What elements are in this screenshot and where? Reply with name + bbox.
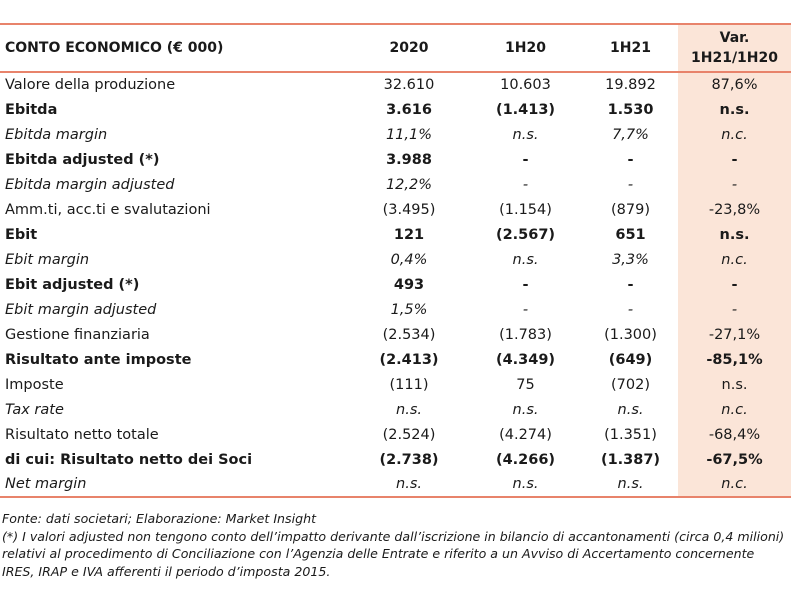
table-row	[0, 422, 791, 447]
cell-var: 87,6%	[678, 72, 791, 97]
header-2020: 2020	[350, 24, 468, 72]
cell-1h20: 75	[516, 376, 535, 393]
row-label: Risultato netto totale	[5, 426, 159, 443]
cell-2020: 11,1%	[385, 126, 433, 143]
income-statement-table	[0, 23, 791, 498]
cell-2020: 3.988	[386, 151, 432, 168]
cell-1h20: (2.567)	[495, 226, 556, 243]
header-1h21: 1H21	[583, 24, 678, 72]
cell-2020: 1,5%	[390, 301, 428, 318]
row-label: Ebitda adjusted (*)	[5, 151, 160, 168]
row-label: di cui: Risultato netto dei Soci	[5, 451, 253, 468]
cell-var: -	[678, 272, 791, 297]
row-label: Ebitda margin	[5, 126, 108, 143]
cell-var: -	[678, 172, 791, 197]
header-1h20: 1H20	[468, 24, 583, 72]
cell-2020: (2.534)	[382, 326, 436, 343]
cell-1h21: n.s.	[617, 401, 644, 418]
cell-1h20: (4.349)	[495, 351, 556, 368]
cell-1h20: -	[522, 301, 529, 318]
cell-2020: (111)	[389, 376, 429, 393]
cell-var: n.c.	[678, 122, 791, 147]
row-label: Ebit	[5, 226, 38, 243]
cell-var: -27,1%	[678, 322, 791, 347]
table-row	[0, 197, 791, 222]
table-row	[0, 272, 791, 297]
table-row	[0, 172, 791, 197]
cell-1h21: 1.530	[607, 101, 654, 118]
header-label: CONTO ECONOMICO (€ 000)	[0, 24, 350, 72]
cell-1h20: -	[522, 276, 529, 293]
cell-2020: 0,4%	[390, 251, 428, 268]
row-label: Gestione finanziaria	[5, 326, 150, 343]
cell-1h20: 10.603	[500, 77, 551, 93]
cell-1h21: -	[627, 176, 634, 193]
cell-1h20: (4.266)	[495, 451, 556, 468]
cell-1h20: (1.154)	[499, 201, 552, 218]
table-row	[0, 122, 791, 147]
cell-1h21: -	[627, 151, 634, 168]
cell-var: -85,1%	[678, 347, 791, 372]
cell-1h20: n.s.	[512, 401, 539, 418]
table-row	[0, 472, 791, 497]
source-note: Fonte: dati societari; Elaborazione: Market Insight	[2, 511, 317, 526]
cell-1h21: 651	[615, 226, 646, 243]
header-var-line2: 1H21/1H20	[691, 50, 778, 66]
table-header-row	[0, 24, 791, 72]
cell-1h20: n.s.	[468, 472, 583, 497]
cell-2020: (3.495)	[382, 201, 436, 218]
cell-1h21: (1.387)	[600, 451, 661, 468]
cell-2020: (2.524)	[382, 426, 436, 443]
cell-var: n.s.	[678, 222, 791, 247]
row-label: Ebit margin adjusted	[5, 301, 157, 318]
cell-1h21: -	[627, 301, 634, 318]
table-row	[0, 222, 791, 247]
cell-1h21: (702)	[611, 376, 650, 393]
cell-1h20: n.s.	[512, 126, 539, 143]
row-label: Amm.ti, acc.ti e svalutazioni	[5, 201, 211, 218]
cell-1h20: -	[522, 151, 529, 168]
cell-var: -	[678, 297, 791, 322]
cell-var: n.c.	[678, 247, 791, 272]
cell-var: n.s.	[678, 372, 791, 397]
cell-1h20: (1.783)	[499, 326, 552, 343]
adjusted-footnote: (*) I valori adjusted non tengono conto dell’impatto derivante dall’iscrizione in bilancio di accantonamenti (circa 0,4 milioni) relativi al procedimento di Conciliazione con l’Agenzia delle Entrate e riferito a un Avviso di Accertamento concernente IRES, IRAP e IVA afferenti il periodo d’imposta 2015.	[2, 528, 785, 579]
cell-2020: 32.610	[383, 77, 435, 93]
row-label: Ebitda margin adjusted	[5, 176, 175, 193]
table-notes	[2, 510, 788, 580]
cell-1h21: n.s.	[583, 472, 678, 497]
cell-2020: (2.413)	[379, 351, 439, 368]
row-label: Valore della produzione	[5, 77, 176, 93]
cell-1h20: (4.274)	[499, 426, 552, 443]
table-row	[0, 72, 791, 97]
cell-1h20: n.s.	[512, 251, 539, 268]
cell-2020: n.s.	[350, 472, 468, 497]
cell-1h21: 19.892	[605, 77, 656, 93]
cell-2020: 12,2%	[385, 176, 433, 193]
cell-1h21: 7,7%	[612, 126, 649, 143]
cell-2020: 121	[393, 226, 425, 243]
cell-1h20: (1.413)	[495, 101, 556, 118]
cell-var: -23,8%	[678, 197, 791, 222]
row-label: Imposte	[5, 376, 64, 393]
table-row	[0, 397, 791, 422]
cell-var: n.c.	[678, 397, 791, 422]
row-label: Ebitda	[5, 101, 58, 118]
row-label: Tax rate	[5, 401, 64, 418]
cell-var: -67,5%	[678, 447, 791, 472]
table-row	[0, 447, 791, 472]
header-var	[678, 24, 791, 72]
cell-var: n.c.	[678, 472, 791, 497]
row-label: Risultato ante imposte	[5, 351, 192, 368]
table-row	[0, 97, 791, 122]
cell-1h21: (879)	[611, 201, 650, 218]
table-row	[0, 347, 791, 372]
cell-var: -	[678, 147, 791, 172]
table-row	[0, 247, 791, 272]
cell-1h21: (1.351)	[604, 426, 657, 443]
cell-2020: n.s.	[396, 401, 422, 418]
table-row	[0, 322, 791, 347]
cell-1h21: (649)	[608, 351, 653, 368]
cell-2020: 493	[393, 276, 425, 293]
row-label: Ebit margin	[5, 251, 90, 268]
table-row	[0, 372, 791, 397]
cell-1h20: -	[522, 176, 529, 193]
header-var-line1: Var.	[719, 30, 750, 46]
cell-1h21: 3,3%	[612, 251, 649, 268]
cell-2020: (2.738)	[379, 451, 439, 468]
income-statement-table-wrap	[0, 23, 791, 498]
cell-2020: 3.616	[386, 101, 432, 118]
cell-1h21: (1.300)	[604, 326, 657, 343]
cell-var: -68,4%	[678, 422, 791, 447]
table-row	[0, 297, 791, 322]
table-row	[0, 147, 791, 172]
cell-var: n.s.	[678, 97, 791, 122]
row-label: Net margin	[0, 472, 350, 497]
row-label: Ebit adjusted (*)	[5, 276, 140, 293]
cell-1h21: -	[627, 276, 634, 293]
